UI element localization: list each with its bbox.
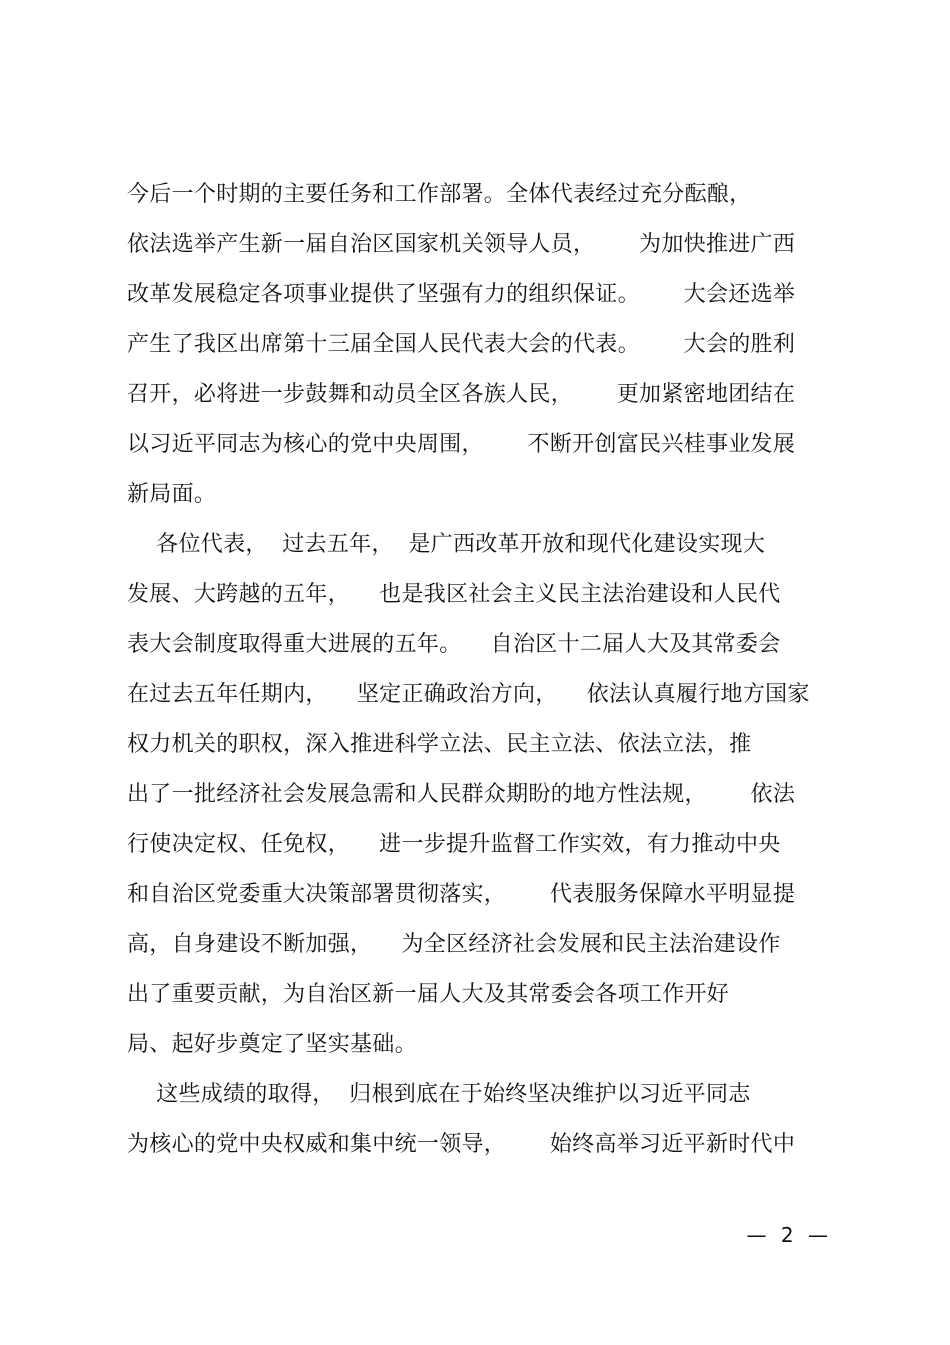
- text-line: 今后一个时期的主要任务和工作部署。全体代表经过充分酝酿，: [127, 182, 752, 207]
- text-line: 依法选举产生新一届自治区国家机关领导人员， 为加快推进广西: [127, 232, 796, 257]
- text-line: 为核心的党中央权威和集中统一领导， 始终高举习近平新时代中: [127, 1132, 796, 1157]
- text-line: 以习近平同志为核心的党中央周围， 不断开创富民兴桂事业发展: [127, 432, 796, 457]
- text-line: 局、起好步奠定了坚实基础。: [127, 1032, 417, 1057]
- text-line: 出了重要贡献，为自治区新一届人大及其常委会各项工作开好: [127, 982, 730, 1007]
- text-line: 各位代表， 过去五年， 是广西改革开放和现代化建设实现大: [127, 532, 766, 557]
- text-line: 出了一批经济社会发展急需和人民群众期盼的地方性法规， 依法: [127, 782, 796, 807]
- text-line: 这些成绩的取得， 归根到底在于始终坚决维护以习近平同志: [127, 1082, 751, 1107]
- text-line: 和自治区党委重大决策部署贯彻落实， 代表服务保障水平明显提: [127, 882, 796, 907]
- text-line: 改革发展稳定各项事业提供了坚强有力的组织保证。 大会还选举: [127, 282, 796, 307]
- page-number: — 2 —: [746, 1223, 832, 1247]
- text-line: 行使决定权、任免权， 进一步提升监督工作实效，有力推动中央: [127, 832, 781, 857]
- text-line: 权力机关的职权，深入推进科学立法、民主立法、依法立法，推: [127, 732, 752, 757]
- text-line: 召开，必将进一步鼓舞和动员全区各族人民， 更加紧密地团结在: [127, 382, 796, 407]
- text-line: 在过去五年任期内， 坚定正确政治方向， 依法认真履行地方国家: [127, 682, 810, 707]
- text-line: 高，自身建设不断加强， 为全区经济社会发展和民主法治建设作: [127, 932, 781, 957]
- text-line: 发展、大跨越的五年， 也是我区社会主义民主法治建设和人民代: [127, 582, 781, 607]
- text-line: 产生了我区出席第十三届全国人民代表大会的代表。 大会的胜利: [127, 332, 796, 357]
- text-line: 表大会制度取得重大进展的五年。 自治区十二届人大及其常委会: [127, 632, 781, 657]
- text-line: 新局面。: [127, 482, 217, 507]
